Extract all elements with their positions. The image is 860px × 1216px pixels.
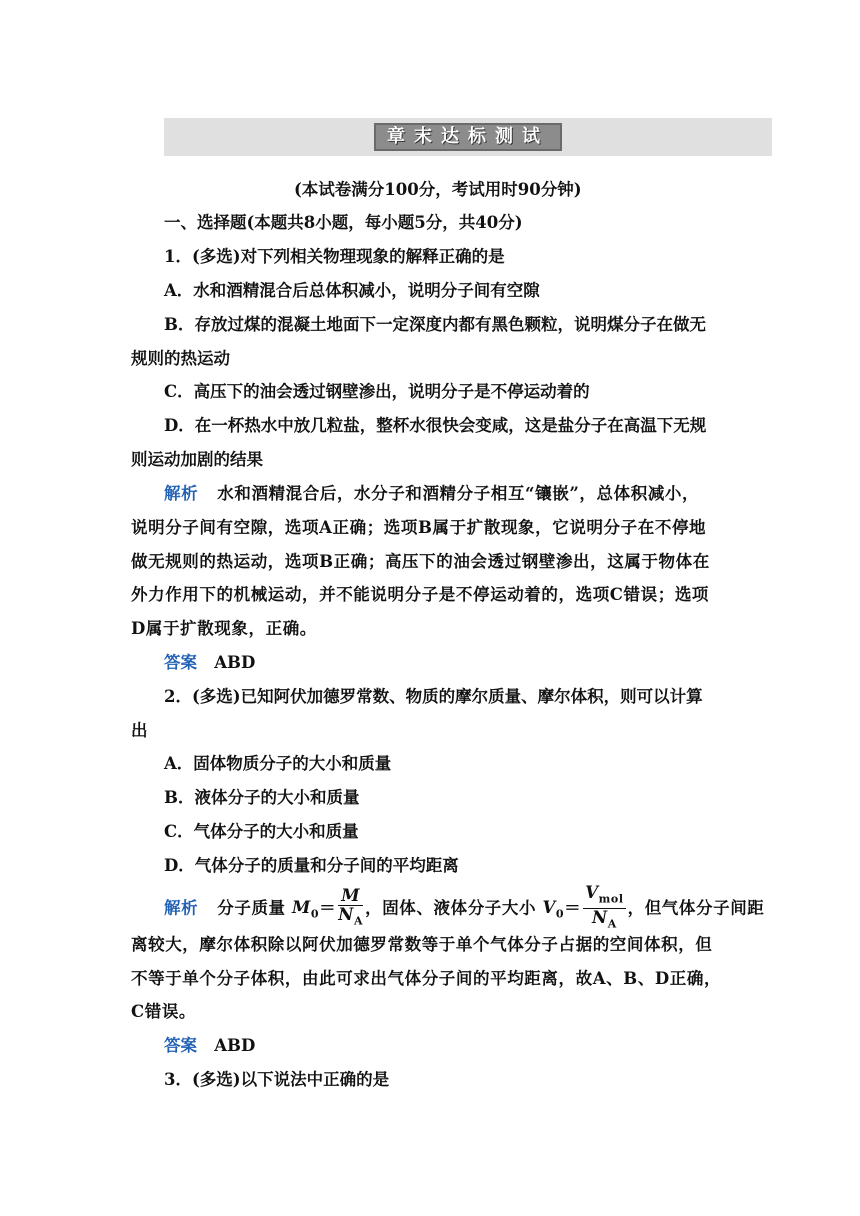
q2-mass-fraction xyxy=(338,887,363,930)
q2-frac2-denominator: $N_A$ xyxy=(592,908,617,931)
q2-option-c: C．气体分子的大小和质量 xyxy=(164,822,359,841)
q1-answer xyxy=(164,653,255,673)
q2-m0: $M_0$ xyxy=(292,898,320,921)
q1-analysis-text1: 水和酒精混合后，水分子和酒精分子相互“镶嵌”，总体积减小， xyxy=(217,484,700,503)
q1-answer-value: ABD xyxy=(214,653,256,672)
q1-analysis-line2: 说明分子间有空隙，选项A正确；选项B属于扩散现象，它说明分子在不停地 xyxy=(131,518,707,537)
section-heading: 一、选择题(本题共8小题，每小题5分，共40分) xyxy=(164,213,523,232)
q2-analysis-line4: C错误。 xyxy=(131,1002,197,1021)
q1-option-a: A．水和酒精混合后总体积减小，说明分子间有空隙 xyxy=(164,281,540,300)
q1-option-d-line2: 则运动加剧的结果 xyxy=(131,450,263,469)
q1-analysis-line3: 做无规则的热运动，选项B正确；高压下的油会透过钢壁渗出，这属于物体在 xyxy=(131,552,710,571)
q2-volume-fraction xyxy=(583,884,625,934)
q2-option-b: B．液体分子的大小和质量 xyxy=(164,788,360,807)
chapter-title: 章末达标测试 xyxy=(374,123,562,151)
q2-answer-label: 答案 xyxy=(164,1036,197,1055)
q2-answer-value: ABD xyxy=(214,1036,256,1055)
q2-analysis-line3: 不等于单个分子体积，由此可求出气体分子间的平均距离，故A、B、D正确， xyxy=(131,969,722,988)
q1-analysis-line1 xyxy=(164,484,699,504)
q1-option-d-line1: D．在一杯热水中放几粒盐，整杯水很快会变咸，这是盐分子在高温下无规 xyxy=(164,416,707,435)
q2-stem-line1: 2．(多选)已知阿伏加德罗常数、物质的摩尔质量、摩尔体积，则可以计算 xyxy=(164,687,703,706)
chapter-banner xyxy=(164,118,772,156)
q2-option-d: D．气体分子的质量和分子间的平均距离 xyxy=(164,856,459,875)
q2-analysis-text1c: ，但气体分子间距 xyxy=(627,898,765,918)
q3-stem: 3．(多选)以下说法中正确的是 xyxy=(164,1070,390,1089)
q2-frac1-numerator: M xyxy=(338,887,363,906)
q1-option-b-line2: 规则的热运动 xyxy=(131,349,230,368)
q2-analysis-text1b: ，固体、液体分子大小 xyxy=(365,898,537,918)
q2-frac1-denominator: $N_A$ xyxy=(338,905,364,928)
q1-stem: 1．(多选)对下列相关物理现象的解释正确的是 xyxy=(164,247,505,266)
q2-v0: $V_0$ xyxy=(542,898,565,921)
q2-analysis-label: 解析 xyxy=(164,898,199,918)
q2-answer xyxy=(164,1036,255,1056)
q2-equals-1: ＝ xyxy=(319,898,337,918)
q2-frac2-numerator: $V_{mol}$ xyxy=(583,884,625,909)
q1-analysis-label: 解析 xyxy=(164,484,199,503)
q1-option-c: C．高压下的油会透过钢壁渗出，说明分子是不停运动着的 xyxy=(164,382,590,401)
q1-answer-label: 答案 xyxy=(164,653,197,672)
q2-analysis-line2: 离较大，摩尔体积除以阿伏加德罗常数等于单个气体分子占据的空间体积，但 xyxy=(131,935,713,954)
q2-analysis-text1a: 分子质量 xyxy=(217,898,286,918)
q2-option-a: A．固体物质分子的大小和质量 xyxy=(164,754,392,773)
q1-analysis-line5: D属于扩散现象，正确。 xyxy=(131,619,317,638)
exam-info: (本试卷满分100分，考试用时90分钟) xyxy=(294,180,582,199)
q2-equals-2: ＝ xyxy=(564,898,582,918)
q2-stem-line2: 出 xyxy=(131,721,148,740)
q1-option-b-line1: B．存放过煤的混凝土地面下一定深度内都有黑色颗粒，说明煤分子在做无 xyxy=(164,315,706,334)
q1-analysis-line4: 外力作用下的机械运动，并不能说明分子是不停运动着的，选项C错误；选项 xyxy=(131,585,710,604)
q2-analysis-line1 xyxy=(164,884,764,934)
